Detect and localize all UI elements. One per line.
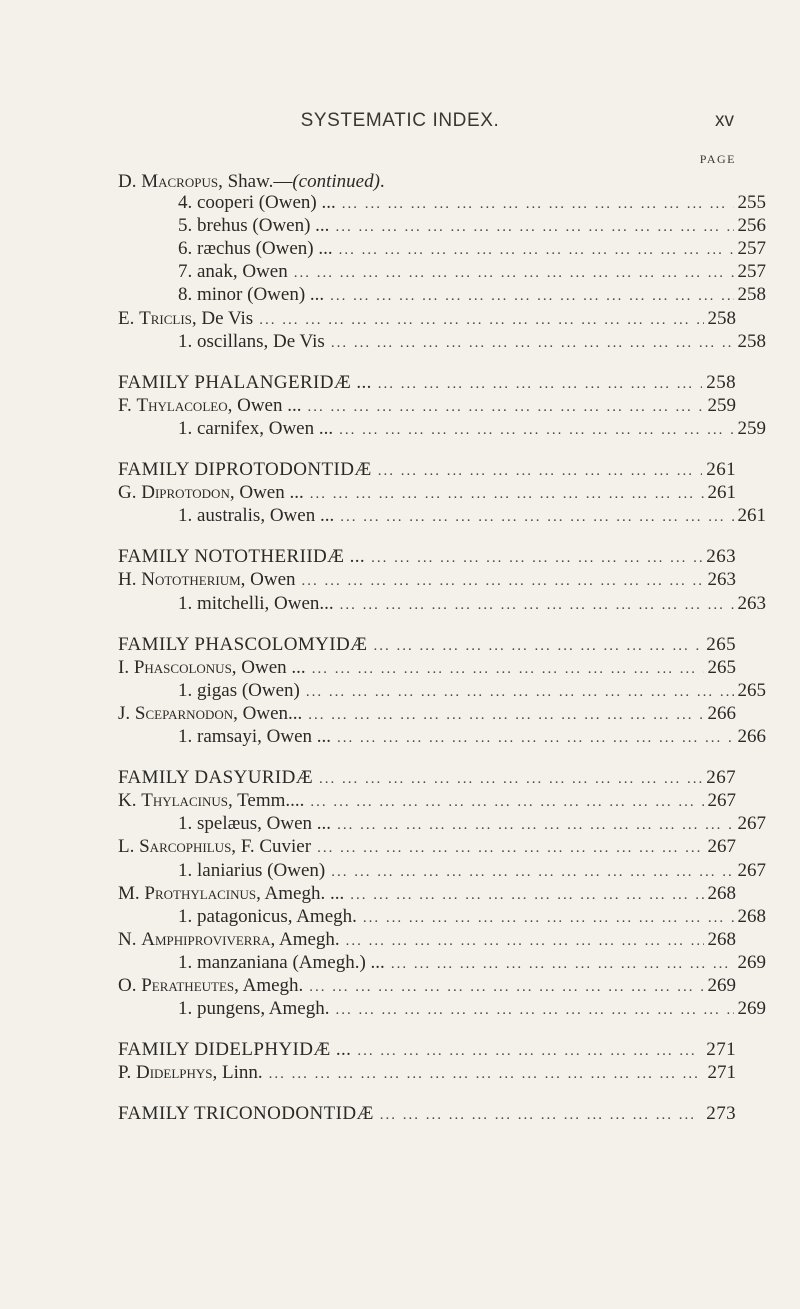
entry-page-number: 265 bbox=[706, 633, 736, 655]
entry-page-number: 266 bbox=[707, 702, 736, 724]
entry-page-number: 259 bbox=[707, 394, 736, 416]
genus-entry bbox=[118, 568, 736, 592]
leader-dots bbox=[296, 569, 704, 593]
genus-label: P. Didelphys, Linn. bbox=[118, 1062, 263, 1084]
species-entry bbox=[118, 330, 766, 354]
genus-entry bbox=[118, 481, 736, 505]
entry-page-number: 267 bbox=[707, 836, 736, 858]
species-entry bbox=[118, 283, 766, 307]
entry-page-number: 256 bbox=[737, 215, 766, 237]
genus-entry bbox=[118, 789, 736, 813]
genus-label: E. Triclis, De Vis bbox=[118, 307, 254, 329]
continued-genus-name: D. Macropus, bbox=[118, 171, 223, 192]
entry-page-number: 271 bbox=[707, 1062, 736, 1084]
entry-page-number: 266 bbox=[737, 726, 766, 747]
species-label: 1. gigas (Owen) bbox=[178, 679, 300, 701]
species-label: 1. oscillans, De Vis bbox=[178, 330, 325, 352]
family-label: FAMILY DIDELPHYIDÆ ... bbox=[118, 1039, 352, 1061]
genus-label: H. Nototherium, Owen bbox=[118, 569, 296, 591]
leader-dots bbox=[329, 215, 733, 239]
family-entry bbox=[118, 1102, 736, 1126]
leader-dots bbox=[313, 767, 702, 791]
family-entry bbox=[118, 766, 736, 790]
entry-page-number: 261 bbox=[737, 505, 766, 527]
leader-dots bbox=[344, 883, 703, 907]
leader-dots bbox=[331, 726, 733, 750]
species-label: 1. australis, Owen ... bbox=[178, 505, 335, 527]
species-entry bbox=[118, 997, 766, 1021]
genus-entry bbox=[118, 928, 736, 952]
entry-page-number: 261 bbox=[707, 482, 736, 504]
leader-dots bbox=[288, 261, 734, 285]
leader-dots bbox=[334, 593, 734, 617]
species-entry bbox=[118, 859, 766, 883]
leader-dots bbox=[333, 418, 733, 442]
entry-page-number: 263 bbox=[707, 569, 736, 591]
species-label: 1. patagonicus, Amegh. bbox=[178, 905, 357, 927]
entry-page-number: 268 bbox=[707, 882, 736, 904]
genus-label: J. Sceparnodon, Owen... bbox=[118, 702, 303, 724]
continued-note: (continued) bbox=[292, 171, 380, 192]
species-entry bbox=[118, 679, 766, 703]
species-entry bbox=[118, 592, 766, 616]
genus-label: I. Phascolonus, Owen ... bbox=[118, 656, 306, 678]
entry-page-number: 263 bbox=[706, 546, 736, 568]
entry-page-number: 267 bbox=[706, 767, 736, 789]
continued-genus-author: Shaw.— bbox=[227, 171, 293, 192]
species-entry bbox=[118, 191, 766, 215]
family-label: FAMILY DIPROTODONTIDÆ bbox=[118, 459, 372, 480]
species-label: 7. anak, Owen bbox=[178, 261, 288, 283]
species-label: 1. laniarius (Owen) bbox=[178, 859, 326, 881]
family-entry bbox=[118, 545, 736, 569]
leader-dots bbox=[263, 1062, 704, 1086]
leader-dots bbox=[334, 505, 733, 529]
species-label: 1. mitchelli, Owen... bbox=[178, 592, 334, 614]
roman-page-number: xv bbox=[715, 110, 734, 131]
entry-page-number: 258 bbox=[737, 330, 766, 352]
species-entry bbox=[118, 417, 766, 441]
leader-dots bbox=[303, 975, 703, 999]
running-head bbox=[0, 110, 800, 136]
entry-page-number: 269 bbox=[737, 951, 766, 973]
genus-label: N. Amphiproviverra, Amegh. bbox=[118, 928, 340, 950]
species-label: 8. minor (Owen) ... bbox=[178, 284, 325, 306]
family-entry bbox=[118, 1038, 736, 1062]
leader-dots bbox=[324, 284, 733, 308]
continued-header-end: . bbox=[379, 171, 385, 192]
genus-label: G. Diprotodon, Owen ... bbox=[118, 482, 304, 504]
entry-page-number: 268 bbox=[737, 905, 766, 927]
genus-entry bbox=[118, 307, 736, 331]
entry-page-number: 261 bbox=[706, 459, 736, 480]
leader-dots bbox=[304, 482, 704, 506]
genus-entry bbox=[118, 656, 736, 680]
genus-entry bbox=[118, 1061, 736, 1085]
species-entry bbox=[118, 504, 766, 528]
genus-entry bbox=[118, 835, 736, 859]
entry-page-number: 269 bbox=[737, 998, 766, 1020]
genus-entry bbox=[118, 702, 736, 726]
species-entry bbox=[118, 260, 766, 284]
leader-dots bbox=[333, 238, 734, 262]
genus-entry bbox=[118, 882, 736, 906]
genus-entry bbox=[118, 394, 736, 418]
family-entry bbox=[118, 458, 736, 482]
family-entry bbox=[118, 371, 736, 395]
leader-dots bbox=[365, 546, 702, 570]
leader-dots bbox=[300, 680, 734, 704]
species-label: 1. manzaniana (Amegh.) ... bbox=[178, 951, 385, 973]
entry-page-number: 267 bbox=[737, 813, 766, 835]
family-label: FAMILY NOTOTHERIIDÆ ... bbox=[118, 546, 366, 568]
leader-dots bbox=[253, 308, 703, 332]
genus-label: K. Thylacinus, Temm.... bbox=[118, 790, 305, 812]
leader-dots bbox=[374, 1103, 703, 1127]
running-head-title: SYSTEMATIC INDEX. bbox=[300, 110, 500, 131]
entry-page-number: 271 bbox=[706, 1039, 736, 1061]
entry-page-number: 269 bbox=[707, 975, 736, 996]
genus-label: O. Peratheutes, Amegh. bbox=[118, 975, 304, 996]
entry-page-number: 273 bbox=[706, 1103, 736, 1125]
leader-dots bbox=[340, 929, 704, 953]
species-entry bbox=[118, 951, 766, 975]
leader-dots bbox=[311, 836, 703, 860]
species-label: 6. ræchus (Owen) ... bbox=[178, 238, 333, 260]
species-label: 4. cooperi (Owen) ... bbox=[178, 192, 336, 213]
family-entry bbox=[118, 633, 736, 657]
entry-page-number: 257 bbox=[737, 261, 766, 283]
leader-dots bbox=[351, 1039, 702, 1063]
species-label: 1. pungens, Amegh. bbox=[178, 998, 330, 1020]
leader-dots bbox=[329, 998, 733, 1022]
genus-label: M. Prothylacinus, Amegh. ... bbox=[118, 882, 345, 904]
species-entry bbox=[118, 725, 766, 749]
genus-label: L. Sarcophilus, F. Cuvier bbox=[118, 836, 312, 858]
genus-label: F. Thylacoleo, Owen ... bbox=[118, 394, 302, 416]
entry-page-number: 265 bbox=[707, 656, 736, 678]
entry-page-number: 255 bbox=[737, 192, 766, 213]
leader-dots bbox=[306, 657, 704, 681]
page-column-label: PAGE bbox=[699, 152, 736, 166]
leader-dots bbox=[304, 790, 703, 814]
leader-dots bbox=[372, 459, 703, 483]
entry-page-number: 267 bbox=[737, 859, 766, 881]
species-entry bbox=[118, 237, 766, 261]
species-label: 1. carnifex, Owen ... bbox=[178, 417, 334, 439]
species-label: 1. spelæus, Owen ... bbox=[178, 813, 332, 835]
leader-dots bbox=[331, 813, 733, 837]
species-entry bbox=[118, 812, 766, 836]
entry-page-number: 268 bbox=[707, 928, 736, 950]
entry-page-number: 265 bbox=[737, 679, 766, 701]
entry-page-number: 257 bbox=[737, 238, 766, 260]
family-label: FAMILY PHALANGERIDÆ ... bbox=[118, 371, 372, 393]
species-entry bbox=[118, 214, 766, 238]
entry-page-number: 267 bbox=[707, 790, 736, 812]
entry-page-number: 263 bbox=[737, 592, 766, 614]
family-label: FAMILY DASYURIDÆ bbox=[118, 767, 314, 789]
leader-dots bbox=[357, 906, 734, 930]
entry-page-number: 258 bbox=[707, 307, 736, 329]
family-label: FAMILY TRICONODONTIDÆ bbox=[118, 1103, 374, 1125]
species-label: 1. ramsayi, Owen ... bbox=[178, 726, 332, 747]
leader-dots bbox=[336, 192, 734, 216]
leader-dots bbox=[301, 395, 703, 419]
entry-page-number: 259 bbox=[737, 417, 766, 439]
leader-dots bbox=[372, 372, 703, 396]
species-label: 5. brehus (Owen) ... bbox=[178, 215, 330, 237]
leader-dots bbox=[302, 703, 703, 727]
leader-dots bbox=[325, 331, 734, 355]
genus-entry bbox=[118, 974, 736, 998]
leader-dots bbox=[367, 634, 702, 658]
species-entry bbox=[118, 905, 766, 929]
family-label: FAMILY PHASCOLOMYIDÆ bbox=[118, 633, 368, 655]
leader-dots bbox=[325, 860, 733, 884]
entry-page-number: 258 bbox=[737, 284, 766, 306]
leader-dots bbox=[385, 952, 734, 976]
entry-page-number: 258 bbox=[706, 371, 736, 393]
